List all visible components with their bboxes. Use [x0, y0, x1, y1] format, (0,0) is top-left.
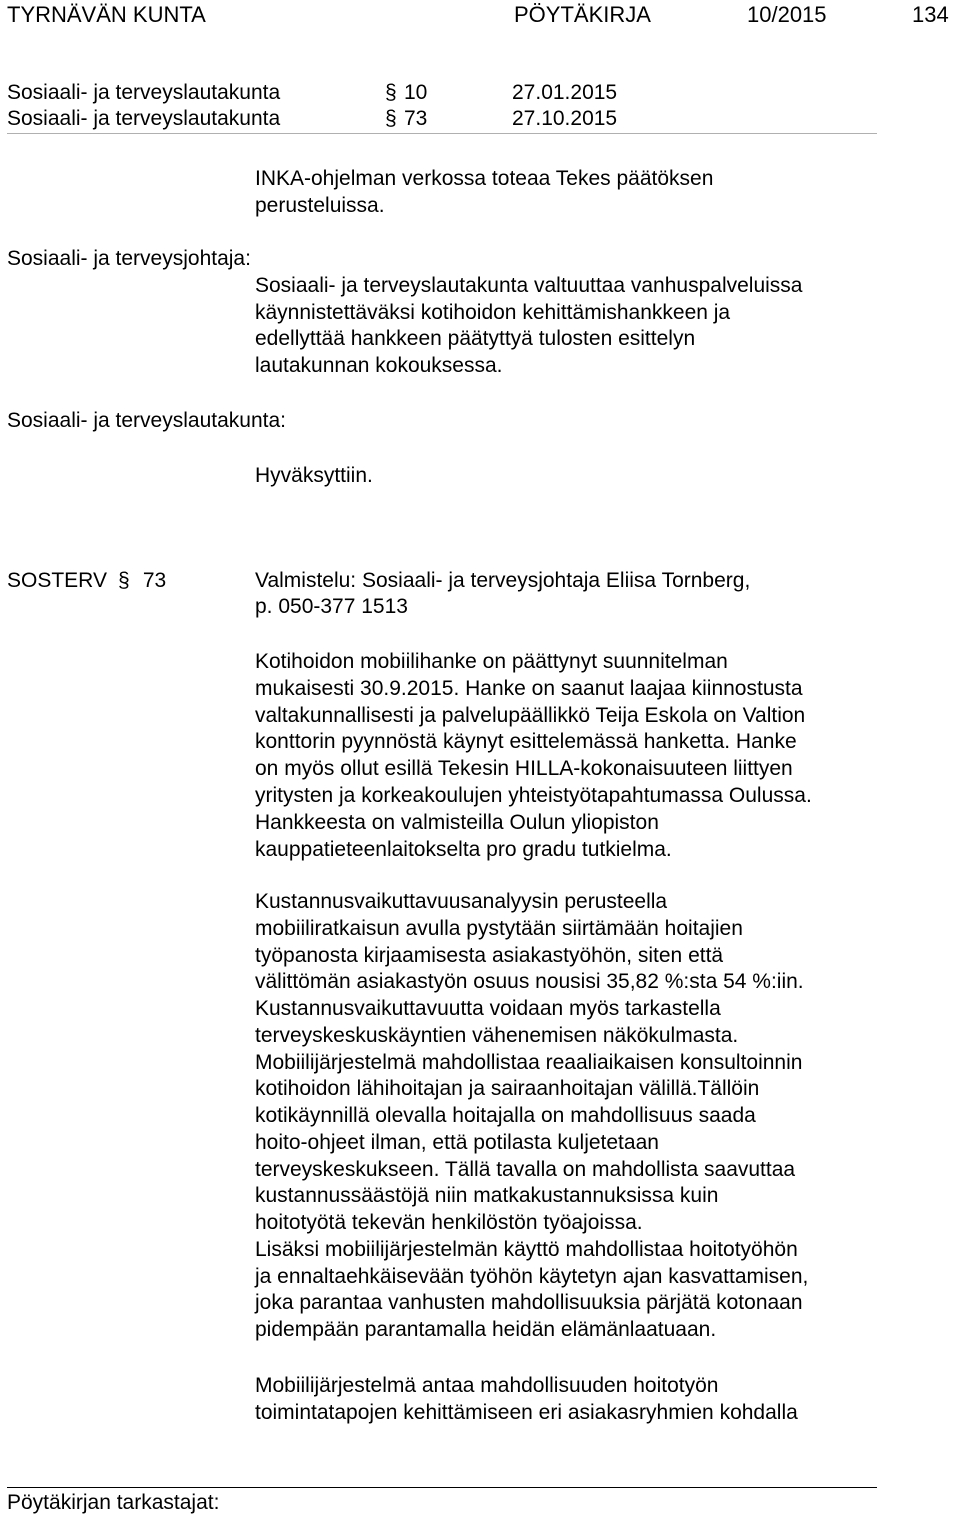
header-divider: [7, 133, 877, 134]
meeting-section: 73: [404, 107, 428, 130]
document-number: 10/2015: [747, 2, 827, 27]
meeting-date: 27.01.2015: [512, 81, 618, 104]
document-type: PÖYTÄKIRJA: [514, 2, 651, 27]
preparer-info: Valmistelu: Sosiaali- ja terveysjohtaja Eliisa Tornberg, p. 050-377 1513: [255, 569, 751, 619]
section-sign: §: [385, 81, 397, 104]
paragraph-3: Mobiilijärjestelmä antaa mahdollisuuden hoitotyön toimintatapojen kehittämiseen eri asiakasryhmien kohdalla: [255, 1374, 798, 1424]
item-number: 73: [142, 569, 167, 592]
section-sign: §: [385, 107, 397, 130]
decision-text: Hyväksyttiin.: [255, 464, 373, 487]
proposal-label: Sosiaali- ja terveysjohtaja:: [7, 247, 251, 270]
municipality-name: TYRNÄVÄN KUNTA: [7, 2, 206, 27]
item-code: [7, 568, 166, 594]
proposal-text: Sosiaali- ja terveyslautakunta valtuuttaa vanhuspalveluissa käynnistettäväksi kotihoidon kehittämishankkeen ja edellyttää hankkeen päätyttyä tulosten esittelyn lautakunnan kokouksessa.: [255, 274, 803, 377]
reviewers-label: Pöytäkirjan tarkastajat:: [7, 1491, 220, 1514]
page-number: 134: [912, 2, 949, 27]
meeting-section: 10: [404, 81, 428, 104]
item-code-text: SOSTERV: [7, 569, 107, 592]
paragraph-1: Kotihoidon mobiilihanke on päättynyt suunnitelman mukaisesti 30.9.2015. Hanke on saanut laajaa kiinnostusta valtakunnallisesti ja palvelupäällikkö Teija Eskola on Valtion konttorin pyynnöstä käynyt esittelemässä hanketta. Hanke on myös ollut esillä Tekesin HILLA-kokonaisuuteen liittyen yritysten ja korkeakoulujen yhteistyötapahtumassa Oulussa. Hankkeesta on valmisteilla Oulun yliopiston kauppatieteenlaitokselta pro gradu tutkielma.: [255, 650, 812, 861]
decision-label: Sosiaali- ja terveyslautakunta:: [7, 409, 286, 432]
meeting-body: Sosiaali- ja terveyslautakunta: [7, 81, 281, 104]
footer-divider: [7, 1487, 877, 1488]
paragraph-2: Kustannusvaikuttavuusanalyysin perusteella mobiiliratkaisun avulla pystytään siirtämään hoitajien työpanosta kirjaamisesta asiakastyöhön, siten että välittömän asiakastyön osuus nousisi 35,82 %:sta 54 %:iin. Kustannusvaikuttavuutta voidaan myös tarkastella terveyskeskuskäyntien vähenemisen näkökulmasta. Mobiilijärjestelmä mahdollistaa reaaliaikaisen konsultoinnin kotihoidon lähihoitajan ja sairaanhoitajan välillä.Tällöin kotikäynnillä olevalla hoitajalla on mahdollisuus saada hoito-ohjeet ilman, että potilasta kuljetetaan terveyskeskukseen. Tällä tavalla on mahdollista saavuttaa kustannussäästöjä niin matkakustannuksissa kuin hoitotyötä tekevän henkilöstön työajoissa. Lisäksi mobiilijärjestelmän käyttö mahdollistaa hoitotyöhön ja ennaltaehkäisevään työhön käytetyn ajan kasvattamisen, joka parantaa vanhusten mahdollisuuksia pärjätä kotonaan pidempään parantamalla heidän elämänlaatuaan.: [255, 890, 809, 1341]
meeting-date: 27.10.2015: [512, 107, 618, 130]
continued-text: INKA-ohjelman verkossa toteaa Tekes päätöksen perusteluissa.: [255, 167, 714, 217]
section-sign: §: [117, 569, 130, 592]
meeting-body: Sosiaali- ja terveyslautakunta: [7, 107, 281, 130]
